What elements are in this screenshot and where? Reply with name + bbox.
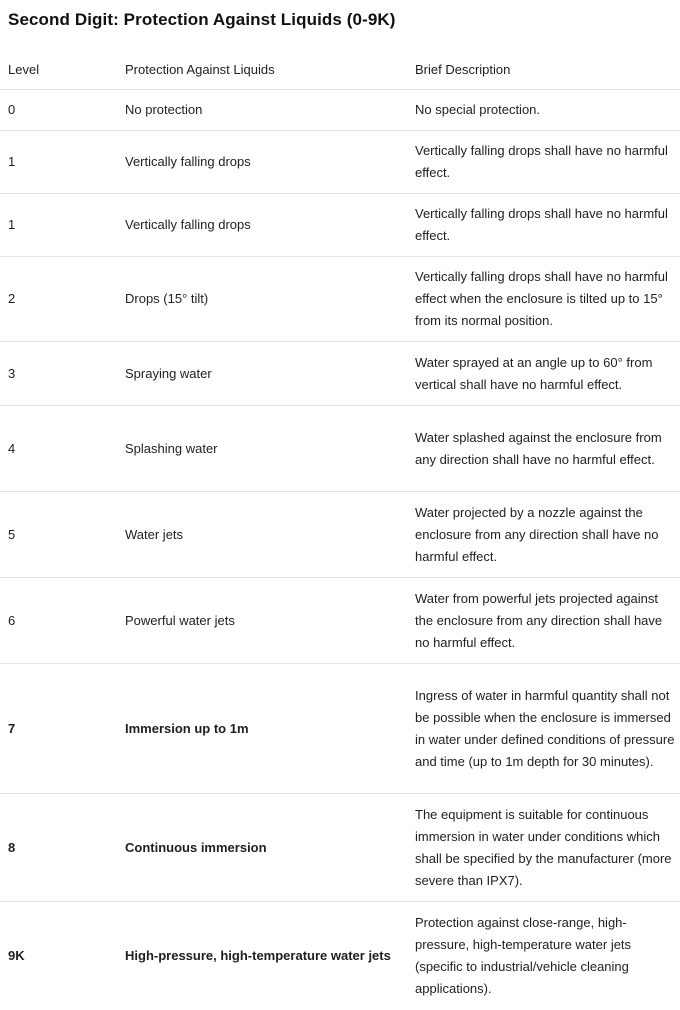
protection-cell: No protection [117,90,407,131]
level-cell: 0 [0,90,117,131]
table-row [0,902,680,1010]
header-protection: Protection Against Liquids [117,50,407,90]
protection-cell: Vertically falling drops [117,131,407,194]
table-row [0,131,680,194]
protection-cell: Vertically falling drops [117,194,407,257]
table-row [0,257,680,342]
description-cell: Vertically falling drops shall have no harmful effect. [407,194,680,257]
table-row [0,194,680,257]
description-cell: The equipment is suitable for continuous immersion in water under conditions which shall be specified by the manufacturer (more severe than IPX7). [407,794,680,902]
level-cell: 9K [8,947,25,963]
level-cell: 3 [0,342,117,406]
description-cell: Vertically falling drops shall have no harmful effect when the enclosure is tilted up to 15° from its normal position. [407,257,680,342]
table-row [0,664,680,794]
level-cell: 4 [0,406,117,492]
table-row [0,406,680,492]
table-header-row [0,50,680,90]
level-cell: 2 [0,257,117,342]
description-cell: Water from powerful jets projected against the enclosure from any direction shall have no harmful effect. [407,578,680,664]
level-cell: 8 [0,794,117,902]
protection-cell: Continuous immersion [117,794,407,902]
table-row [0,492,680,578]
section-title: Second Digit: Protection Against Liquids (0-9K) [8,10,396,29]
protection-cell: Water jets [117,492,407,578]
header-description: Brief Description [407,50,680,90]
description-cell: No special protection. [407,90,680,131]
level-cell: 1 [0,194,117,257]
protection-cell: Splashing water [117,406,407,492]
table-row [0,794,680,902]
protection-cell: Spraying water [117,342,407,406]
protection-cell: High-pressure, high-temperature water jets [125,947,391,963]
header-level: Level [0,50,117,90]
level-cell: 1 [0,131,117,194]
liquid-protection-table [0,50,680,1010]
level-cell: 7 [0,664,117,794]
description-cell: Water projected by a nozzle against the enclosure from any direction shall have no harmful effect. [407,492,680,578]
table-row [0,90,680,131]
table-row [0,342,680,406]
description-cell: Protection against close-range, high-pressure, high-temperature water jets (specific to industrial/vehicle cleaning applications). [415,914,632,996]
level-cell: 6 [0,578,117,664]
protection-cell: Drops (15° tilt) [117,257,407,342]
description-cell: Ingress of water in harmful quantity shall not be possible when the enclosure is immersed in water under defined conditions of pressure and time (up to 1m depth for 30 minutes). [407,664,680,794]
table-row [0,578,680,664]
description-cell: Water splashed against the enclosure from any direction shall have no harmful effect. [407,406,680,492]
description-cell: Water sprayed at an angle up to 60° from vertical shall have no harmful effect. [407,342,680,406]
level-cell: 5 [0,492,117,578]
protection-cell: Powerful water jets [117,578,407,664]
protection-cell: Immersion up to 1m [117,664,407,794]
description-cell: Vertically falling drops shall have no harmful effect. [407,131,680,194]
